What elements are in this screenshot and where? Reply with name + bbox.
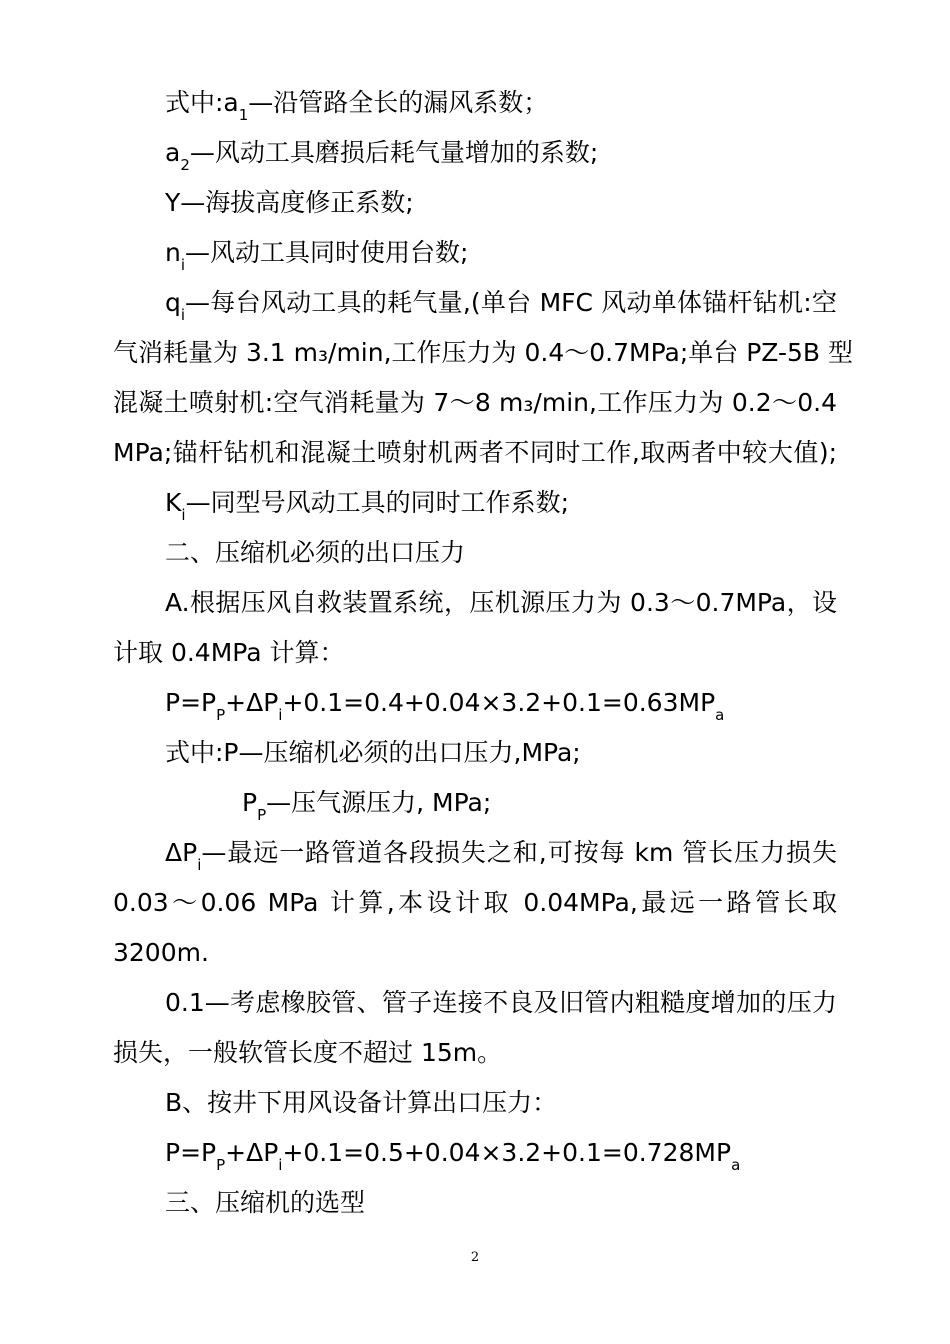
paragraph-line: 3200m. xyxy=(113,938,209,967)
definition-dpi: $\Delta P_i—$最远一路管道各段损失之和,可按每 km 管长压力损失 xyxy=(165,838,837,874)
paragraph-line: 0.03～0.06 MPa 计算,本设计取 0.04MPa,最远一路管长取 xyxy=(113,888,837,917)
subsection-b: B、按井下用风设备计算出口压力： xyxy=(165,1088,558,1117)
definition-y: Y—海拔高度修正系数; xyxy=(165,188,414,217)
paragraph-line: MPa;锚杆钻机和混凝土喷射机两者不同时工作,取两者中较大值); xyxy=(113,438,837,467)
page-number: 2 xyxy=(470,1250,480,1265)
formula-b: $P=P_P+\Delta P_i+0.1=0.5+0.04\times 3.2+0.1=0.728MP_a$ xyxy=(165,1138,741,1174)
paragraph-line: 混凝土喷射机:空气消耗量为 7～8 m₃/min,工作压力为 0.2～0.4 xyxy=(113,388,837,417)
definition-qi: $q_i—$每台风动工具的耗气量,(单台 MFC 风动单体锚杆钻机:空 xyxy=(165,288,837,324)
paragraph-line: 计取 0.4MPa 计算： xyxy=(113,638,345,667)
section-heading-3: 三、压缩机的选型 xyxy=(165,1188,366,1217)
paragraph-line: 气消耗量为 3.1 m₃/min,工作压力为 0.4～0.7MPa;单台 PZ-5B 型 xyxy=(113,338,854,367)
definition-p: 式中:P—压缩机必须的出口压力,MPa; xyxy=(165,738,581,767)
definition-pp: $P_P—$压气源压力, MPa; xyxy=(242,788,492,824)
definition-a1: 式中$:a_1—$沿管路全长的漏风系数； xyxy=(165,88,549,124)
definition-ki: $K_i—$同型号风动工具的同时工作系数; xyxy=(165,488,570,524)
definition-ni: $n_i—$风动工具同时使用台数; xyxy=(165,238,469,274)
formula-a: $P=P_P+\Delta P_i+0.1=0.4+0.04\times 3.2+0.1=0.63MP_a$ xyxy=(165,688,725,724)
definition-a2: $a_2—$风动工具磨损后耗气量增加的系数; xyxy=(165,138,599,174)
paragraph-line: A.根据压风自救装置系统，压机源压力为 0.3～0.7MPa，设 xyxy=(165,588,837,617)
paragraph-line: 损失，一般软管长度不超过 15m。 xyxy=(113,1038,503,1067)
paragraph-line: 0.1—考虑橡胶管、管子连接不良及旧管内粗糙度增加的压力 xyxy=(165,988,837,1017)
section-heading-2: 二、压缩机必须的出口压力 xyxy=(165,538,466,567)
